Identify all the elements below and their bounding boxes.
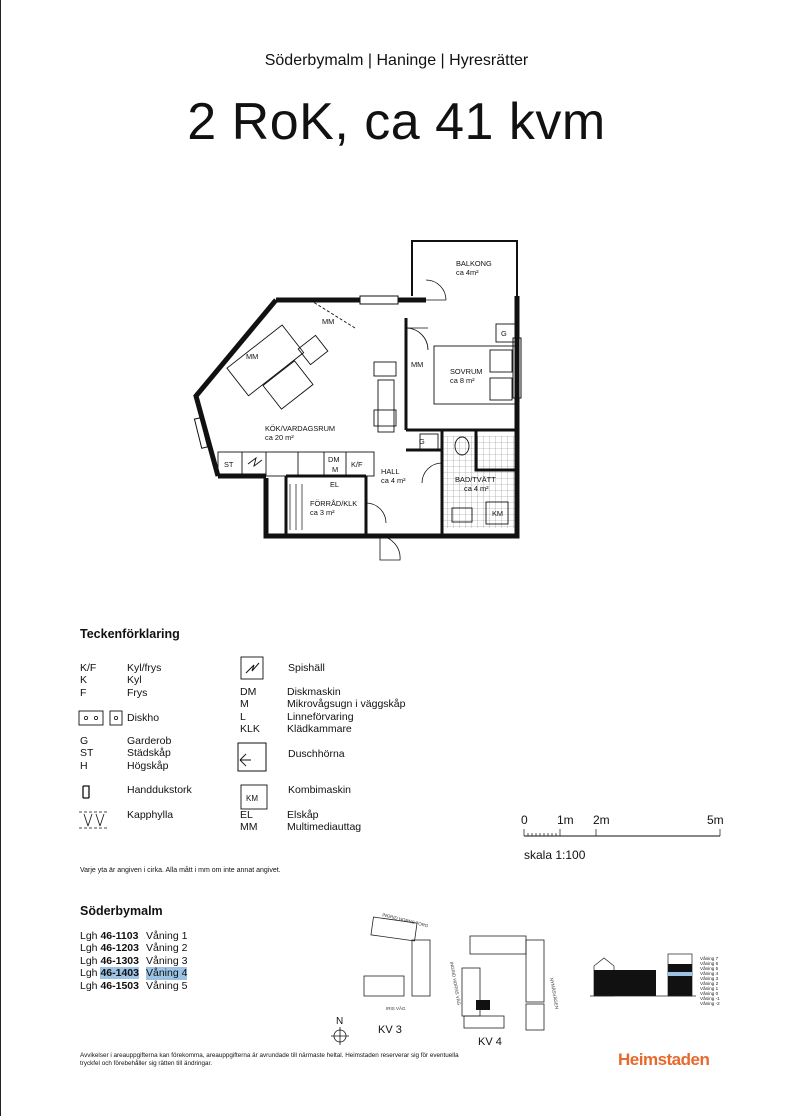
unit-prefix: Lgh bbox=[80, 930, 98, 942]
legend-kombimaskin bbox=[288, 784, 351, 796]
unit-number: 46-1103 bbox=[100, 930, 139, 942]
kv3-label: KV 3 bbox=[378, 1024, 402, 1036]
legend-label: Diskho bbox=[127, 712, 160, 724]
storage-area: ca 3 m² bbox=[310, 508, 335, 517]
unit-prefix: Lgh bbox=[80, 942, 98, 955]
unit-row-selected bbox=[80, 967, 187, 979]
coat-rack-icon bbox=[78, 808, 110, 832]
unit-number: 46-1503 bbox=[100, 979, 139, 992]
legend-row bbox=[80, 760, 171, 772]
hall-label: HALL bbox=[381, 467, 400, 476]
legend-code: ST bbox=[80, 747, 94, 760]
scale-tick-label: 2m bbox=[593, 813, 610, 827]
st-mark: ST bbox=[224, 460, 234, 469]
legend-code: L bbox=[240, 710, 246, 723]
bedroom-area: ca 8 m² bbox=[450, 376, 475, 385]
mm-mark-living: MM bbox=[246, 352, 259, 361]
kv4-label: KV 4 bbox=[478, 1036, 502, 1048]
legend-row bbox=[80, 747, 171, 759]
legend-spishall bbox=[288, 662, 325, 674]
living-room-area: ca 20 m² bbox=[265, 433, 294, 442]
balcony-area: ca 4m² bbox=[456, 268, 479, 277]
legend-row bbox=[80, 735, 171, 747]
legend-title: Teckenförklaring bbox=[80, 627, 180, 641]
unit-row bbox=[80, 930, 187, 942]
site-plan bbox=[320, 900, 580, 1050]
legend-label: Diskmaskin bbox=[287, 686, 341, 698]
unit-floor: Våning 1 bbox=[146, 930, 188, 942]
scale-tick-label: 1m bbox=[557, 813, 574, 827]
legend-right-group-1 bbox=[240, 686, 405, 736]
legend-row bbox=[240, 711, 405, 723]
building-section bbox=[590, 948, 740, 1018]
legend-code: MM bbox=[240, 821, 258, 834]
legend-label: Linneförvaring bbox=[287, 710, 354, 723]
legend-right-group-2 bbox=[240, 809, 361, 834]
page-subtitle: Söderbymalm | Haninge | Hyresrätter bbox=[264, 52, 529, 69]
legend-code: G bbox=[80, 735, 89, 747]
legend-row bbox=[240, 686, 405, 698]
legend-left-group-1 bbox=[80, 662, 161, 699]
coat-rack bbox=[290, 484, 302, 530]
el-mark: EL bbox=[330, 480, 340, 489]
scale-bar bbox=[520, 812, 730, 842]
km-symbol-label: KM bbox=[246, 794, 258, 803]
legend-label: Kombimaskin bbox=[288, 784, 352, 796]
floor-label: Våning 0 bbox=[700, 991, 719, 996]
bathroom-label: BAD/TVÄTT bbox=[455, 475, 496, 484]
floor-label: Våning 1 bbox=[700, 986, 719, 991]
unit-row bbox=[80, 955, 187, 967]
storage-label: FÖRRÅD/KLK bbox=[310, 499, 358, 508]
floor-label: Våning 6 bbox=[700, 961, 719, 966]
mm-mark-bedroom: MM bbox=[411, 360, 424, 369]
mm-mark-top: MM bbox=[322, 317, 335, 326]
unit-number: 46-1303 bbox=[100, 954, 139, 967]
north-label: N bbox=[336, 1016, 344, 1027]
unit-floor: Våning 2 bbox=[146, 942, 188, 955]
bathroom-area: ca 4 m² bbox=[464, 484, 489, 493]
scale-caption: skala 1:100 bbox=[524, 848, 586, 862]
km-mark: KM bbox=[492, 509, 504, 518]
legend-label: Duschhörna bbox=[288, 748, 345, 760]
unit-prefix: Lgh bbox=[80, 954, 98, 967]
g-mark-hall: G bbox=[419, 437, 425, 446]
living-furniture bbox=[227, 300, 396, 432]
legend-kapphylla bbox=[127, 809, 173, 821]
legend-label: Högskåp bbox=[127, 759, 169, 772]
unit-floor: Våning 3 bbox=[146, 954, 188, 967]
sink-symbol-icon bbox=[78, 710, 124, 726]
legend-label: Garderob bbox=[127, 735, 172, 747]
kf-mark: K/F bbox=[351, 460, 363, 469]
washer-dryer-icon bbox=[240, 784, 268, 810]
floor-plan bbox=[190, 238, 530, 578]
page-title: 2 RoK, ca 41 kvm bbox=[187, 93, 606, 151]
floor-label: Våning 7 bbox=[700, 956, 719, 961]
floor-label: Våning -2 bbox=[700, 1001, 720, 1006]
floor-label: Våning 3 bbox=[700, 976, 719, 981]
units-list bbox=[80, 930, 187, 992]
legend-label: Frys bbox=[127, 686, 148, 699]
unit-number: 46-1203 bbox=[100, 942, 139, 955]
legend-label: Kapphylla bbox=[127, 809, 174, 821]
living-room-label: KÖK/VARDAGSRUM bbox=[265, 424, 336, 433]
door-swings bbox=[366, 328, 442, 560]
legend-row bbox=[80, 662, 161, 674]
area-note: Varje yta är angiven i cirka. Alla mått i mm om inte annat angivet. bbox=[80, 867, 281, 874]
hall-area: ca 4 m² bbox=[381, 476, 406, 485]
legend-row bbox=[240, 698, 405, 710]
scale-tick-label: 5m bbox=[707, 813, 724, 827]
legend-left-group-2 bbox=[80, 735, 171, 772]
legend-row bbox=[240, 723, 405, 735]
dm-mark: DM bbox=[328, 455, 340, 464]
street-label: NYMÅSVÄGEN bbox=[549, 977, 560, 1010]
scale-tick-label: 0 bbox=[521, 813, 528, 827]
unit-prefix: Lgh bbox=[80, 979, 98, 992]
legend-label: Handdukstork bbox=[127, 784, 192, 796]
floor-label: Våning 5 bbox=[700, 966, 719, 971]
unit-floor: Våning 4 bbox=[146, 967, 188, 980]
street-label: INGRID HORNS VÄG bbox=[449, 961, 462, 1006]
towel-rail-icon bbox=[80, 784, 92, 800]
legend-label: Klädkammare bbox=[287, 723, 352, 736]
legend-row bbox=[80, 687, 161, 699]
street-label: IRIS VÄG bbox=[386, 1006, 406, 1011]
compass-icon bbox=[331, 1027, 349, 1045]
legend-row bbox=[80, 674, 161, 686]
legend-label: Spishäll bbox=[288, 662, 325, 674]
legend-code: K/F bbox=[80, 662, 97, 674]
legend-diskho bbox=[127, 712, 159, 724]
shower-corner-icon bbox=[237, 742, 267, 772]
units-title: Söderbymalm bbox=[80, 904, 163, 918]
street-label: INGRID HORNS TORG bbox=[381, 912, 429, 929]
page-border bbox=[0, 0, 1, 1116]
legend-duschhorna bbox=[288, 748, 345, 760]
unit-row bbox=[80, 980, 187, 992]
stove-icon bbox=[240, 656, 264, 680]
legend-code: KLK bbox=[240, 723, 260, 736]
unit-row bbox=[80, 942, 187, 954]
legend-code: K bbox=[80, 674, 88, 687]
unit-number: 46-1403 bbox=[100, 967, 139, 980]
legend-code: F bbox=[80, 686, 87, 699]
floor-label: Våning -1 bbox=[700, 996, 720, 1001]
legend-code: DM bbox=[240, 686, 257, 698]
heimstaden-logo: Heimstaden bbox=[618, 1050, 710, 1069]
bedroom-label: SOVRUM bbox=[450, 367, 483, 376]
legend-row bbox=[240, 821, 361, 833]
legend-label: Kyl bbox=[127, 674, 142, 687]
balcony-door bbox=[426, 280, 446, 300]
legend-code: H bbox=[80, 759, 88, 772]
legend-handdukstork bbox=[127, 784, 192, 796]
legend-label: Kyl/frys bbox=[127, 662, 162, 674]
legend-code: M bbox=[240, 698, 249, 711]
balcony-label: BALKONG bbox=[456, 259, 492, 268]
unit-floor: Våning 5 bbox=[146, 979, 188, 992]
legend-code: EL bbox=[240, 809, 253, 821]
unit-prefix: Lgh bbox=[80, 967, 98, 980]
legend-label: Elskåp bbox=[287, 809, 319, 821]
legend-label: Städskåp bbox=[127, 747, 171, 760]
disclaimer: Avvikelser i areauppgifterna kan förekomma, areauppgifterna är avrundade till närmaste heltal. Heimstaden reserverar sig för eventuella tryckfel och förebehåller sig rätten till ändringar. bbox=[80, 1052, 459, 1067]
legend-label: Mikrovågsugn i väggskåp bbox=[287, 698, 406, 711]
floor-label: Våning 4 bbox=[700, 971, 719, 976]
current-building-marker bbox=[476, 1000, 490, 1010]
legend-row bbox=[240, 809, 361, 821]
floor-label: Våning 2 bbox=[700, 981, 719, 986]
legend-label: Multimediauttag bbox=[287, 821, 362, 834]
g-mark-bedroom: G bbox=[501, 329, 507, 338]
m-mark: M bbox=[332, 465, 339, 474]
